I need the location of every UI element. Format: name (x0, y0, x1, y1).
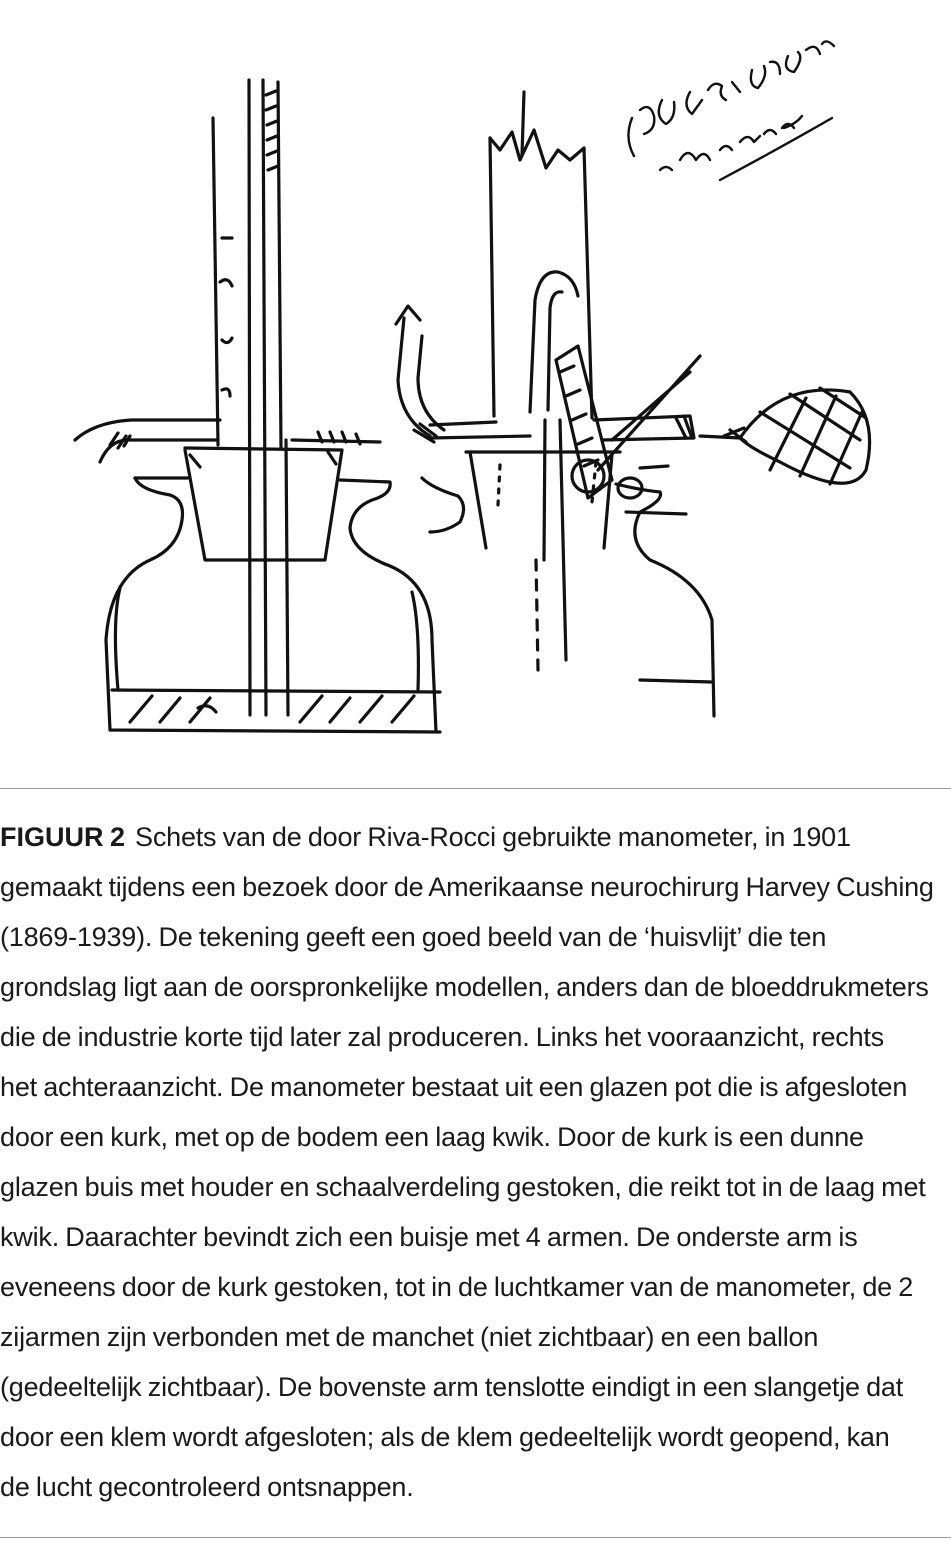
figure-caption (0, 812, 951, 1512)
caption-line-9: kwik. Daarachter bevindt zich een buisje met 4 armen. De onderste arm is (0, 1222, 858, 1252)
caption-line-7: door een kurk, met op de bodem een laag kwik. Door de kurk is een dunne (0, 1122, 864, 1152)
caption-line-10: eveneens door de kurk gestoken, tot in de luchtkamer van de manometer, de 2 (0, 1272, 914, 1302)
caption-top-rule (0, 788, 951, 789)
caption-line-5: die de industrie korte tijd later zal produceren. Links het vooraanzicht, rechts (0, 1022, 884, 1052)
caption-label: FIGUUR 2 (0, 822, 126, 852)
caption-line-1 (0, 812, 951, 862)
caption-line-2: gemaakt tijdens een bezoek door de Amerikaanse neurochirurg Harvey Cushing (0, 872, 934, 902)
caption-line-8: glazen buis met houder en schaalverdeling gestoken, die reikt tot in de laag met (0, 1172, 926, 1202)
caption-line-13: door een klem wordt afgesloten; als de klem gedeeltelijk wordt geopend, kan (0, 1422, 890, 1452)
caption-line-text: Schets van de door Riva-Rocci gebruikte manometer, in 1901 (135, 822, 851, 852)
caption-line-3: (1869-1939). De tekening geeft een goed beeld van de ‘huisvlijt’ die ten (0, 922, 827, 952)
caption-line-12: (gedeeltelijk zichtbaar). De bovenste arm tenslotte eindigt in een slangetje dat (0, 1372, 904, 1402)
caption-bottom-rule (0, 1537, 951, 1538)
caption-line-4: grondslag ligt aan de oorspronkelijke modellen, anders dan de bloeddrukmeters (0, 972, 929, 1002)
caption-line-11: zijarmen zijn verbonden met de manchet (niet zichtbaar) en een ballon (0, 1322, 819, 1352)
caption-line-6: het achteraanzicht. De manometer bestaat uit een glazen pot die is afgesloten (0, 1072, 908, 1102)
caption-line-14: de lucht gecontroleerd ontsnappen. (0, 1472, 414, 1502)
